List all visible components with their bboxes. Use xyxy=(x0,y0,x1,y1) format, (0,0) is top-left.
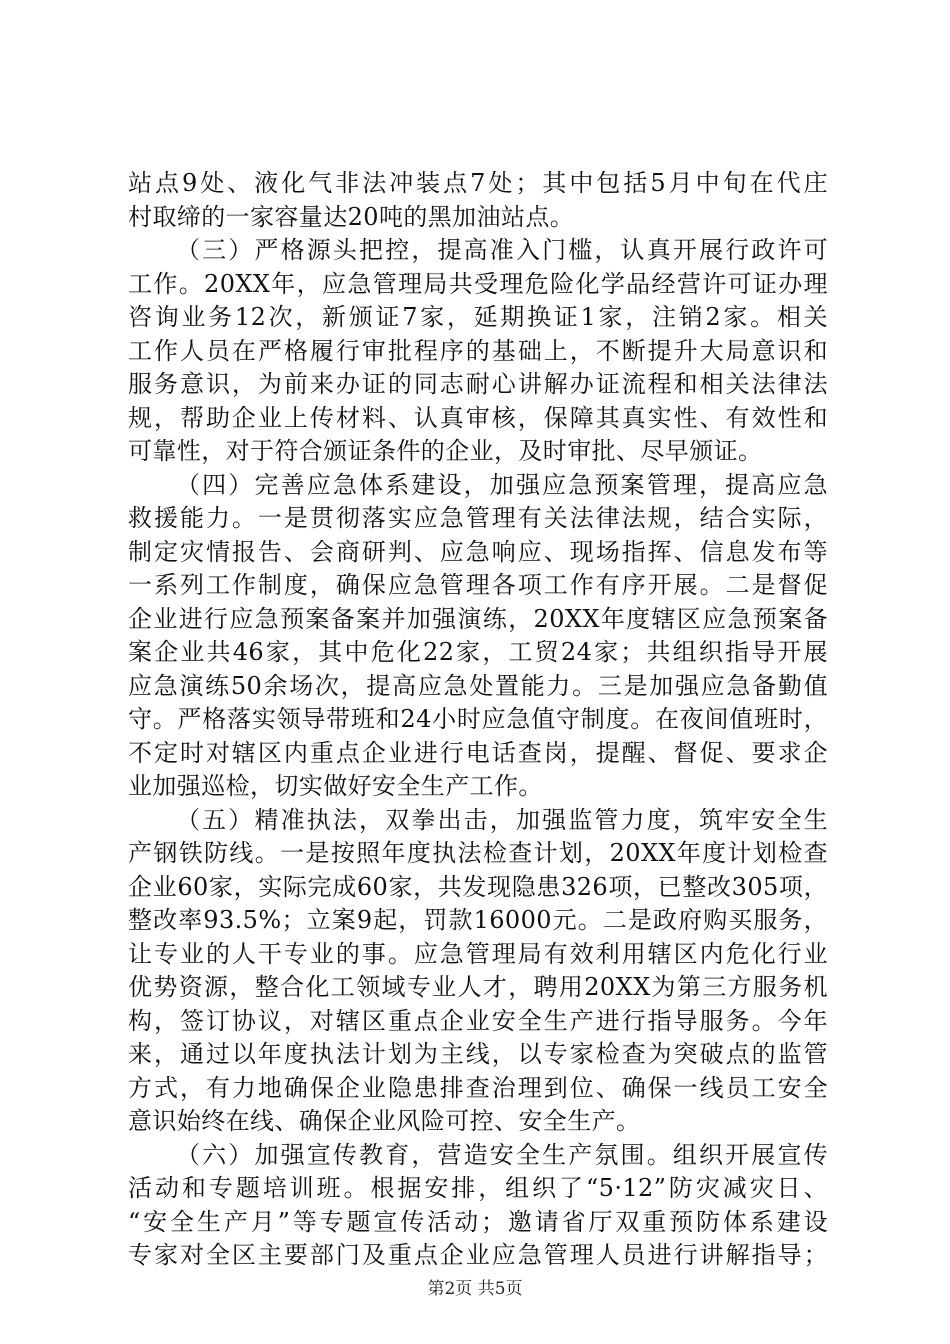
text-line: 企业60家，实际完成60家，共发现隐患326项，已整改305项， xyxy=(128,872,828,901)
document-body xyxy=(128,167,828,1273)
text-line: 咨询业务12次，新颁证7家，延期换证1家，注销2家。相关 xyxy=(128,303,828,331)
text-line: 站点9处、液化气非法冲装点7处；其中包括5月中旬在代庄 xyxy=(128,169,828,197)
text-line: 制定灾情报告、会商研判、应急响应、现场指挥、信息发布等 xyxy=(128,537,828,566)
text-line: 服务意识，为前来办证的同志耐心讲解办证流程和相关法律法 xyxy=(128,370,828,398)
text-line: 业加强巡检，切实做好安全生产工作。 xyxy=(128,772,543,800)
text-line: 救援能力。一是贯彻落实应急管理有关法律法规，结合实际， xyxy=(128,504,828,532)
text-line: 优势资源，整合化工领域专业人才，聘用20XX为第三方服务机 xyxy=(128,973,828,1001)
text-line: 可靠性，对于符合颁证条件的企业，及时审批、尽早颁证。 xyxy=(128,437,763,465)
text-line: （三）严格源头把控，提高准入门槛，认真开展行政许可 xyxy=(176,236,828,264)
text-line: 村取缔的一家容量达20吨的黑加油站点。 xyxy=(128,202,575,231)
page-footer: 第2页 共5页 xyxy=(427,1279,523,1299)
text-line: 一系列工作制度，确保应急管理各项工作有序开展。二是督促 xyxy=(128,571,828,599)
text-line: 来，通过以年度执法计划为主线，以专家检查为突破点的监管 xyxy=(128,1040,828,1068)
text-line: 意识始终在线、确保企业风险可控、安全生产。 xyxy=(128,1107,641,1135)
text-line: 守。严格落实领导带班和24小时应急值守制度。在夜间值班时， xyxy=(128,705,828,733)
text-line: 规，帮助企业上传材料、认真审核，保障其真实性、有效性和 xyxy=(128,403,828,432)
text-line: “安全生产月”等专题宣传活动；邀请省厅双重预防体系建设 xyxy=(128,1207,828,1236)
text-line: 工作人员在严格履行审批程序的基础上，不断提升大局意识和 xyxy=(128,336,828,365)
text-line: 产钢铁防线。一是按照年度执法检查计划，20XX年度计划检查 xyxy=(128,839,828,867)
text-line: 专家对全区主要部门及重点企业应急管理人员进行讲解指导； xyxy=(128,1241,828,1269)
text-line: 方式，有力地确保企业隐患排查治理到位、确保一线员工安全 xyxy=(128,1073,828,1102)
text-line: 让专业的人干专业的事。应急管理局有效利用辖区内危化行业 xyxy=(128,939,828,968)
text-line: 企业进行应急预案备案并加强演练，20XX年度辖区应急预案备 xyxy=(128,604,828,633)
text-line: （六）加强宣传教育，营造安全生产氛围。组织开展宣传 xyxy=(176,1140,828,1169)
text-line: 应急演练50余场次，提高应急处置能力。三是加强应急备勤值 xyxy=(128,671,828,700)
text-line: （五）精准执法，双拳出击，加强监管力度，筑牢安全生 xyxy=(176,805,828,834)
text-line: 不定时对辖区内重点企业进行电话查岗，提醒、督促、要求企 xyxy=(128,738,828,767)
text-line: 活动和专题培训班。根据安排，组织了“5·12”防灾减灾日、 xyxy=(128,1174,828,1202)
text-line: （四）完善应急体系建设，加强应急预案管理，提高应急 xyxy=(176,470,828,499)
text-line: 整改率93.5%；立案9起，罚款16000元。二是政府购买服务， xyxy=(128,906,828,934)
text-line: 构，签订协议，对辖区重点企业安全生产进行指导服务。今年 xyxy=(128,1006,828,1035)
text-line: 案企业共46家，其中危化22家，工贸24家；共组织指导开展 xyxy=(128,638,828,666)
text-line: 工作。20XX年，应急管理局共受理危险化学品经营许可证办理 xyxy=(128,269,828,298)
